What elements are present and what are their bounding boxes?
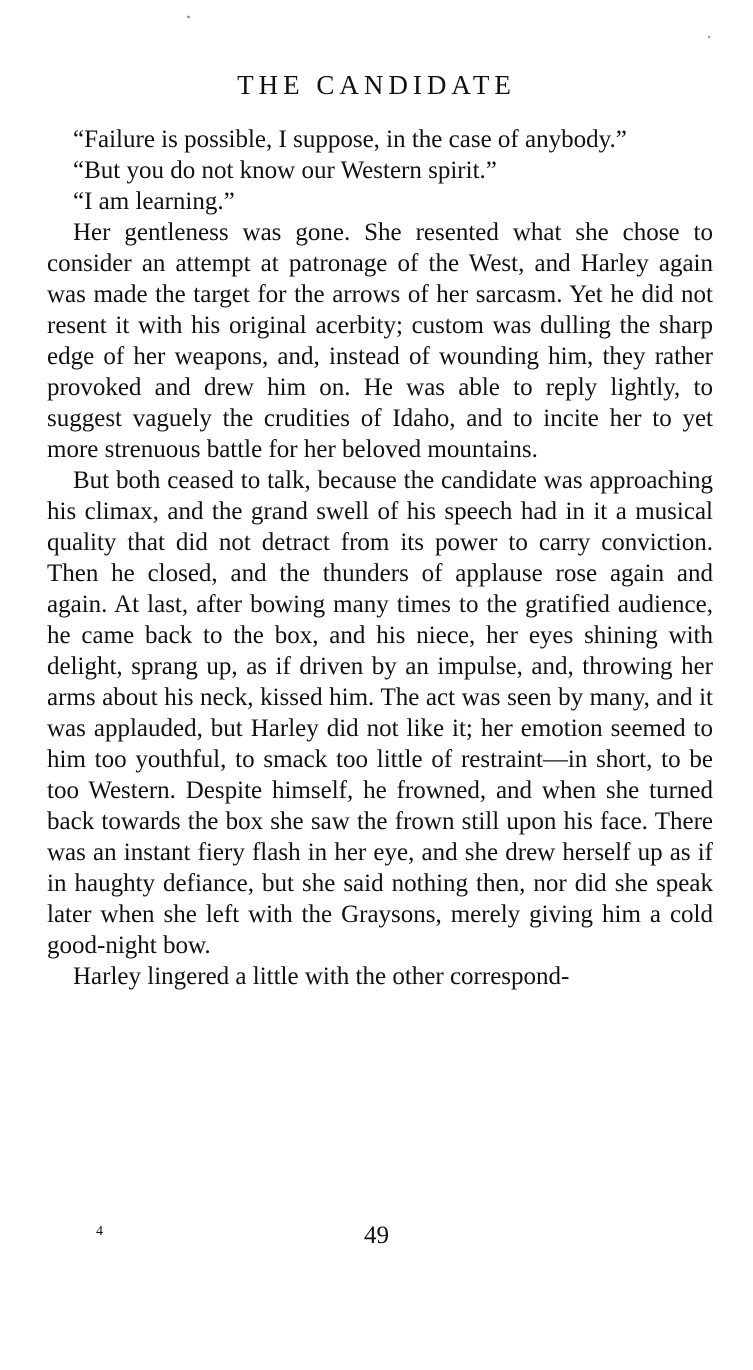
page-number: 49 [364, 1222, 389, 1249]
paragraph: “But you do not know our Western spirit.” [73, 157, 497, 184]
paragraph: “Failure is possible, I suppose, in the case of anybody.” [73, 126, 627, 153]
paragraph: But both ceased to talk, because the candidate was approaching his climax, and the grand swell of his speech had in it a musical quality that did not detract from its power to carry conviction. Then he closed, and the thunders of applause rose again and again. At last, after bowing many times to the gratified audience, he came back to the box, and his niece, her eyes shining with delight, sprang up, as if driven by an impulse, and, throwing her arms about his neck, kissed him. The act was seen by many, and it was applauded, but Harley did not like it; her emotion seemed to him too youthful, to smack too little of restraint—in short, to be too Western. Despite himself, he frowned, and when she turned back towards the box she saw the frown still upon his face. There was an instant fiery flash in her eye, and she drew herself up as if in haughty defiance, but she said nothing then, nor did she speak later when she left with the Graysons, merely giving him a cold good-night bow. [47, 467, 713, 959]
page-footer [0, 1222, 753, 1252]
paragraph: “I am learning.” [73, 188, 235, 215]
print-speck [708, 36, 711, 39]
paragraph: Harley lingered a little with the other correspond- [73, 963, 570, 990]
paragraph: Her gentleness was gone. She resented what she chose to consider an attempt at patronage of the West, and Harley again was made the target for the arrows of her sarcasm. Yet he did not resent it with his original acerbity; custom was dulling the sharp edge of her weapons, and, instead of wounding him, they rather provoked and drew him on. He was able to reply lightly, to suggest vaguely the crudities of Idaho, and to incite her to yet more strenuous battle for her beloved mountains. [47, 219, 713, 463]
running-head: THE CANDIDATE [237, 70, 516, 100]
print-speck [187, 15, 191, 18]
body-text [47, 124, 713, 992]
signature-mark: 4 [96, 1224, 103, 1239]
